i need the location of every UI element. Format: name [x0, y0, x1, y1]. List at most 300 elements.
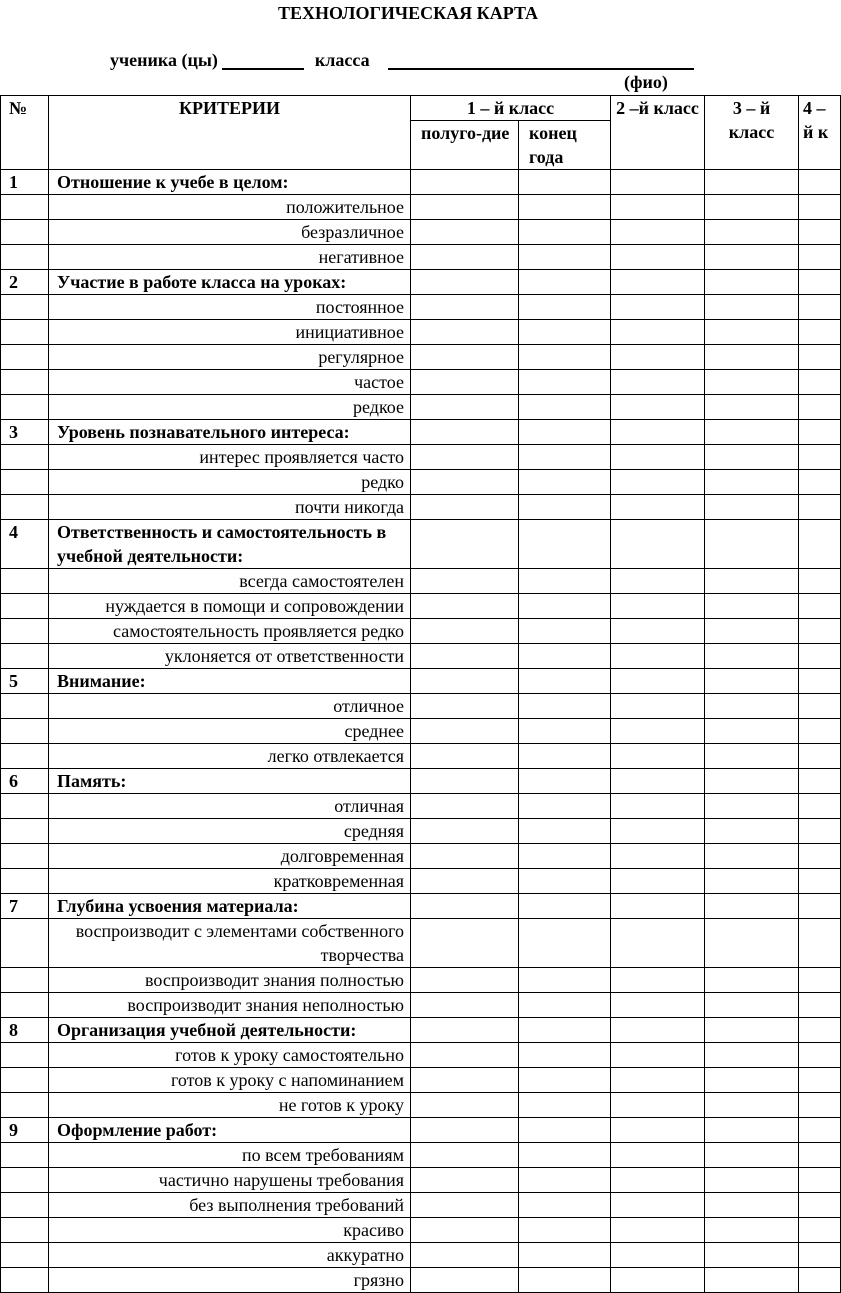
mark-cell[interactable]	[519, 1143, 611, 1168]
option-number-cell	[1, 1143, 49, 1168]
mark-cell[interactable]	[705, 470, 799, 495]
mark-cell[interactable]	[799, 1043, 841, 1068]
mark-cell[interactable]	[799, 894, 841, 919]
mark-cell[interactable]	[411, 644, 519, 669]
mark-cell[interactable]	[705, 968, 799, 993]
option-label: редкое	[49, 395, 411, 420]
option-row	[1, 1093, 841, 1118]
mark-cell[interactable]	[519, 694, 611, 719]
mark-cell[interactable]	[519, 669, 611, 694]
option-number-cell	[1, 495, 49, 520]
mark-cell[interactable]	[611, 195, 705, 220]
mark-cell[interactable]	[519, 594, 611, 619]
mark-cell[interactable]	[411, 594, 519, 619]
mark-cell[interactable]	[611, 295, 705, 320]
mark-cell[interactable]	[799, 1018, 841, 1043]
mark-cell[interactable]	[519, 1193, 611, 1218]
mark-cell[interactable]	[799, 594, 841, 619]
mark-cell[interactable]	[799, 619, 841, 644]
mark-cell[interactable]	[799, 694, 841, 719]
mark-cell[interactable]	[705, 1268, 799, 1293]
mark-cell[interactable]	[411, 1043, 519, 1068]
mark-cell[interactable]	[611, 395, 705, 420]
option-row	[1, 395, 841, 420]
option-label: красиво	[49, 1218, 411, 1243]
criterion-title: Внимание:	[49, 669, 411, 694]
mark-cell[interactable]	[611, 993, 705, 1018]
mark-cell[interactable]	[611, 1118, 705, 1143]
mark-cell[interactable]	[519, 844, 611, 869]
mark-cell[interactable]	[611, 220, 705, 245]
mark-cell[interactable]	[705, 270, 799, 295]
option-row	[1, 819, 841, 844]
student-label: ученика (цы)	[110, 50, 218, 70]
mark-cell[interactable]	[705, 594, 799, 619]
mark-cell[interactable]	[705, 195, 799, 220]
mark-cell[interactable]	[519, 345, 611, 370]
mark-cell[interactable]	[611, 345, 705, 370]
mark-cell[interactable]	[799, 869, 841, 894]
mark-cell[interactable]	[705, 370, 799, 395]
mark-cell[interactable]	[705, 619, 799, 644]
criterion-row	[1, 520, 841, 569]
option-row	[1, 195, 841, 220]
option-number-cell	[1, 245, 49, 270]
option-row	[1, 993, 841, 1018]
mark-cell[interactable]	[799, 569, 841, 594]
mark-cell[interactable]	[411, 520, 519, 569]
mark-cell[interactable]	[519, 1068, 611, 1093]
mark-cell[interactable]	[799, 495, 841, 520]
option-label: частое	[49, 370, 411, 395]
option-label: по всем требованиям	[49, 1143, 411, 1168]
option-row	[1, 1168, 841, 1193]
mark-cell[interactable]	[705, 520, 799, 569]
mark-cell[interactable]	[611, 894, 705, 919]
criterion-number: 5	[1, 669, 49, 694]
mark-cell[interactable]	[705, 794, 799, 819]
mark-cell[interactable]	[519, 1093, 611, 1118]
option-number-cell	[1, 819, 49, 844]
option-label: долговременная	[49, 844, 411, 869]
mark-cell[interactable]	[705, 1068, 799, 1093]
mark-cell[interactable]	[519, 1243, 611, 1268]
mark-cell[interactable]	[519, 170, 611, 195]
option-number-cell	[1, 1093, 49, 1118]
mark-cell[interactable]	[705, 1018, 799, 1043]
option-row	[1, 1193, 841, 1218]
mark-cell[interactable]	[799, 170, 841, 195]
mark-cell[interactable]	[799, 669, 841, 694]
mark-cell[interactable]	[519, 1268, 611, 1293]
option-label: безразличное	[49, 220, 411, 245]
mark-cell[interactable]	[519, 819, 611, 844]
option-number-cell	[1, 1268, 49, 1293]
option-number-cell	[1, 1068, 49, 1093]
option-number-cell	[1, 295, 49, 320]
criterion-title: Оформление работ:	[49, 1118, 411, 1143]
mark-cell[interactable]	[519, 744, 611, 769]
mark-cell[interactable]	[611, 520, 705, 569]
option-label: регулярное	[49, 345, 411, 370]
mark-cell[interactable]	[799, 470, 841, 495]
option-label: постоянное	[49, 295, 411, 320]
mark-cell[interactable]	[799, 195, 841, 220]
option-row	[1, 968, 841, 993]
mark-cell[interactable]	[705, 769, 799, 794]
option-number-cell	[1, 370, 49, 395]
mark-cell[interactable]	[519, 420, 611, 445]
mark-cell[interactable]	[799, 1268, 841, 1293]
mark-cell[interactable]	[519, 1218, 611, 1243]
mark-cell[interactable]	[611, 1093, 705, 1118]
mark-cell[interactable]	[799, 744, 841, 769]
mark-cell[interactable]	[705, 993, 799, 1018]
option-row	[1, 569, 841, 594]
mark-cell[interactable]	[411, 1193, 519, 1218]
mark-cell[interactable]	[519, 295, 611, 320]
option-label: кратковременная	[49, 869, 411, 894]
mark-cell[interactable]	[705, 644, 799, 669]
mark-cell[interactable]	[611, 245, 705, 270]
option-label: отличное	[49, 694, 411, 719]
mark-cell[interactable]	[705, 744, 799, 769]
mark-cell[interactable]	[611, 445, 705, 470]
criterion-row	[1, 1118, 841, 1143]
mark-cell[interactable]	[611, 719, 705, 744]
option-label: положительное	[49, 195, 411, 220]
mark-cell[interactable]	[611, 1043, 705, 1068]
mark-cell[interactable]	[611, 919, 705, 968]
option-row	[1, 1068, 841, 1093]
criterion-title: Глубина усвоения материала:	[49, 894, 411, 919]
option-label: нуждается в помощи и сопровождении	[49, 594, 411, 619]
mark-cell[interactable]	[799, 993, 841, 1018]
mark-cell[interactable]	[611, 270, 705, 295]
mark-cell[interactable]	[799, 270, 841, 295]
mark-cell[interactable]	[611, 694, 705, 719]
mark-cell[interactable]	[411, 220, 519, 245]
option-number-cell	[1, 569, 49, 594]
mark-cell[interactable]	[799, 1168, 841, 1193]
option-label: почти никогда	[49, 495, 411, 520]
mark-cell[interactable]	[519, 1168, 611, 1193]
mark-cell[interactable]	[411, 1143, 519, 1168]
mark-cell[interactable]	[611, 769, 705, 794]
option-label: воспроизводит знания полностью	[49, 968, 411, 993]
criterion-number: 1	[1, 170, 49, 195]
mark-cell[interactable]	[705, 245, 799, 270]
mark-cell[interactable]	[799, 719, 841, 744]
mark-cell[interactable]	[519, 619, 611, 644]
option-number-cell	[1, 1043, 49, 1068]
criterion-row	[1, 1018, 841, 1043]
mark-cell[interactable]	[611, 669, 705, 694]
mark-cell[interactable]	[519, 445, 611, 470]
mark-cell[interactable]	[519, 520, 611, 569]
mark-cell[interactable]	[799, 1193, 841, 1218]
mark-cell[interactable]	[799, 844, 841, 869]
criterion-number: 7	[1, 894, 49, 919]
option-row	[1, 470, 841, 495]
mark-cell[interactable]	[411, 919, 519, 968]
option-row	[1, 794, 841, 819]
mark-cell[interactable]	[411, 769, 519, 794]
option-label: самостоятельность проявляется редко	[49, 619, 411, 644]
mark-cell[interactable]	[411, 1068, 519, 1093]
mark-cell[interactable]	[705, 669, 799, 694]
mark-cell[interactable]	[519, 395, 611, 420]
col-grade1-half-header: полуго-дие	[411, 121, 519, 170]
mark-cell[interactable]	[519, 1018, 611, 1043]
mark-cell[interactable]	[411, 470, 519, 495]
mark-cell[interactable]	[799, 919, 841, 968]
mark-cell[interactable]	[799, 295, 841, 320]
mark-cell[interactable]	[411, 345, 519, 370]
mark-cell[interactable]	[411, 844, 519, 869]
mark-cell[interactable]	[611, 1168, 705, 1193]
option-label: уклоняется от ответственности	[49, 644, 411, 669]
mark-cell[interactable]	[411, 1243, 519, 1268]
option-number-cell	[1, 195, 49, 220]
mark-cell[interactable]	[611, 794, 705, 819]
mark-cell[interactable]	[411, 1168, 519, 1193]
mark-cell[interactable]	[519, 794, 611, 819]
mark-cell[interactable]	[519, 320, 611, 345]
option-row	[1, 295, 841, 320]
option-number-cell	[1, 694, 49, 719]
mark-cell[interactable]	[705, 345, 799, 370]
option-row	[1, 245, 841, 270]
mark-cell[interactable]	[411, 819, 519, 844]
mark-cell[interactable]	[411, 445, 519, 470]
mark-cell[interactable]	[799, 1093, 841, 1118]
mark-cell[interactable]	[611, 844, 705, 869]
criterion-number: 6	[1, 769, 49, 794]
mark-cell[interactable]	[611, 569, 705, 594]
criterion-number: 4	[1, 520, 49, 569]
mark-cell[interactable]	[705, 819, 799, 844]
mark-cell[interactable]	[411, 694, 519, 719]
mark-cell[interactable]	[705, 844, 799, 869]
mark-cell[interactable]	[705, 220, 799, 245]
mark-cell[interactable]	[799, 320, 841, 345]
criterion-row	[1, 669, 841, 694]
mark-cell[interactable]	[799, 1243, 841, 1268]
mark-cell[interactable]	[705, 445, 799, 470]
option-number-cell	[1, 1168, 49, 1193]
mark-cell[interactable]	[799, 520, 841, 569]
mark-cell[interactable]	[611, 170, 705, 195]
mark-cell[interactable]	[519, 1043, 611, 1068]
mark-cell[interactable]	[611, 495, 705, 520]
mark-cell[interactable]	[519, 220, 611, 245]
mark-cell[interactable]	[799, 1118, 841, 1143]
mark-cell[interactable]	[611, 968, 705, 993]
mark-cell[interactable]	[611, 320, 705, 345]
mark-cell[interactable]	[411, 1018, 519, 1043]
mark-cell[interactable]	[611, 744, 705, 769]
mark-cell[interactable]	[705, 1093, 799, 1118]
mark-cell[interactable]	[411, 1268, 519, 1293]
mark-cell[interactable]	[519, 470, 611, 495]
mark-cell[interactable]	[519, 919, 611, 968]
option-row	[1, 320, 841, 345]
mark-cell[interactable]	[799, 445, 841, 470]
mark-cell[interactable]	[705, 719, 799, 744]
option-number-cell	[1, 844, 49, 869]
mark-cell[interactable]	[519, 270, 611, 295]
mark-cell[interactable]	[705, 320, 799, 345]
mark-cell[interactable]	[411, 993, 519, 1018]
mark-cell[interactable]	[705, 1218, 799, 1243]
option-row	[1, 644, 841, 669]
mark-cell[interactable]	[611, 1268, 705, 1293]
option-number-cell	[1, 1218, 49, 1243]
mark-cell[interactable]	[611, 644, 705, 669]
mark-cell[interactable]	[519, 719, 611, 744]
mark-cell[interactable]	[519, 569, 611, 594]
mark-cell[interactable]	[799, 220, 841, 245]
mark-cell[interactable]	[611, 869, 705, 894]
mark-cell[interactable]	[799, 370, 841, 395]
mark-cell[interactable]	[411, 744, 519, 769]
mark-cell[interactable]	[705, 694, 799, 719]
mark-cell[interactable]	[411, 195, 519, 220]
mark-cell[interactable]	[411, 569, 519, 594]
mark-cell[interactable]	[705, 170, 799, 195]
mark-cell[interactable]	[611, 470, 705, 495]
mark-cell[interactable]	[705, 1193, 799, 1218]
mark-cell[interactable]	[705, 1118, 799, 1143]
mark-cell[interactable]	[705, 919, 799, 968]
criterion-row	[1, 170, 841, 195]
mark-cell[interactable]	[411, 894, 519, 919]
mark-cell[interactable]	[705, 1168, 799, 1193]
criterion-title: Отношение к учебе в целом:	[49, 170, 411, 195]
mark-cell[interactable]	[411, 170, 519, 195]
mark-cell[interactable]	[705, 495, 799, 520]
mark-cell[interactable]	[799, 420, 841, 445]
mark-cell[interactable]	[519, 370, 611, 395]
mark-cell[interactable]	[519, 769, 611, 794]
mark-cell[interactable]	[611, 1018, 705, 1043]
mark-cell[interactable]	[705, 1143, 799, 1168]
option-row	[1, 1143, 841, 1168]
option-row	[1, 220, 841, 245]
mark-cell[interactable]	[411, 495, 519, 520]
mark-cell[interactable]	[519, 495, 611, 520]
mark-cell[interactable]	[705, 1243, 799, 1268]
col-grade1-header: 1 – й класс	[411, 96, 611, 121]
mark-cell[interactable]	[705, 869, 799, 894]
mark-cell[interactable]	[519, 968, 611, 993]
mark-cell[interactable]	[411, 270, 519, 295]
col-grade2-header: 2 –й класс	[611, 96, 705, 170]
mark-cell[interactable]	[411, 669, 519, 694]
mark-cell[interactable]	[799, 395, 841, 420]
mark-cell[interactable]	[411, 719, 519, 744]
mark-cell[interactable]	[611, 819, 705, 844]
mark-cell[interactable]	[411, 295, 519, 320]
mark-cell[interactable]	[611, 619, 705, 644]
mark-cell[interactable]	[611, 1068, 705, 1093]
mark-cell[interactable]	[799, 769, 841, 794]
mark-cell[interactable]	[705, 420, 799, 445]
option-number-cell	[1, 968, 49, 993]
class-blank[interactable]	[388, 52, 694, 70]
mark-cell[interactable]	[411, 1118, 519, 1143]
option-label: интерес проявляется часто	[49, 445, 411, 470]
option-number-cell	[1, 395, 49, 420]
criterion-row	[1, 894, 841, 919]
mark-cell[interactable]	[799, 794, 841, 819]
mark-cell[interactable]	[411, 1218, 519, 1243]
criterion-title: Уровень познавательного интереса:	[49, 420, 411, 445]
option-number-cell	[1, 619, 49, 644]
mark-cell[interactable]	[799, 245, 841, 270]
option-number-cell	[1, 470, 49, 495]
mark-cell[interactable]	[411, 794, 519, 819]
mark-cell[interactable]	[519, 1118, 611, 1143]
mark-cell[interactable]	[799, 345, 841, 370]
mark-cell[interactable]	[799, 1143, 841, 1168]
mark-cell[interactable]	[799, 968, 841, 993]
mark-cell[interactable]	[611, 594, 705, 619]
mark-cell[interactable]	[611, 1193, 705, 1218]
mark-cell[interactable]	[411, 395, 519, 420]
option-label: легко отвлекается	[49, 744, 411, 769]
mark-cell[interactable]	[519, 869, 611, 894]
col-criteria-header: КРИТЕРИИ	[49, 96, 411, 170]
mark-cell[interactable]	[411, 420, 519, 445]
mark-cell[interactable]	[799, 1218, 841, 1243]
mark-cell[interactable]	[411, 869, 519, 894]
mark-cell[interactable]	[799, 819, 841, 844]
mark-cell[interactable]	[519, 644, 611, 669]
mark-cell[interactable]	[611, 1143, 705, 1168]
mark-cell[interactable]	[611, 1218, 705, 1243]
mark-cell[interactable]	[411, 619, 519, 644]
mark-cell[interactable]	[611, 370, 705, 395]
mark-cell[interactable]	[519, 195, 611, 220]
mark-cell[interactable]	[799, 1068, 841, 1093]
mark-cell[interactable]	[705, 295, 799, 320]
mark-cell[interactable]	[705, 894, 799, 919]
criterion-title: Организация учебной деятельности:	[49, 1018, 411, 1043]
mark-cell[interactable]	[611, 1243, 705, 1268]
mark-cell[interactable]	[411, 968, 519, 993]
mark-cell[interactable]	[411, 245, 519, 270]
col-grade1-end-header: конец года	[519, 121, 611, 170]
mark-cell[interactable]	[411, 1093, 519, 1118]
mark-cell[interactable]	[705, 395, 799, 420]
mark-cell[interactable]	[519, 894, 611, 919]
mark-cell[interactable]	[519, 245, 611, 270]
mark-cell[interactable]	[411, 320, 519, 345]
mark-cell[interactable]	[799, 644, 841, 669]
document-title: ТЕХНОЛОГИЧЕСКАЯ КАРТА	[277, 3, 539, 23]
mark-cell[interactable]	[519, 993, 611, 1018]
mark-cell[interactable]	[611, 420, 705, 445]
mark-cell[interactable]	[411, 370, 519, 395]
mark-cell[interactable]	[705, 569, 799, 594]
student-blank[interactable]	[222, 52, 304, 70]
option-label: не готов к уроку	[49, 1093, 411, 1118]
option-label: аккуратно	[49, 1243, 411, 1268]
mark-cell[interactable]	[705, 1043, 799, 1068]
criterion-title: Участие в работе класса на уроках:	[49, 270, 411, 295]
